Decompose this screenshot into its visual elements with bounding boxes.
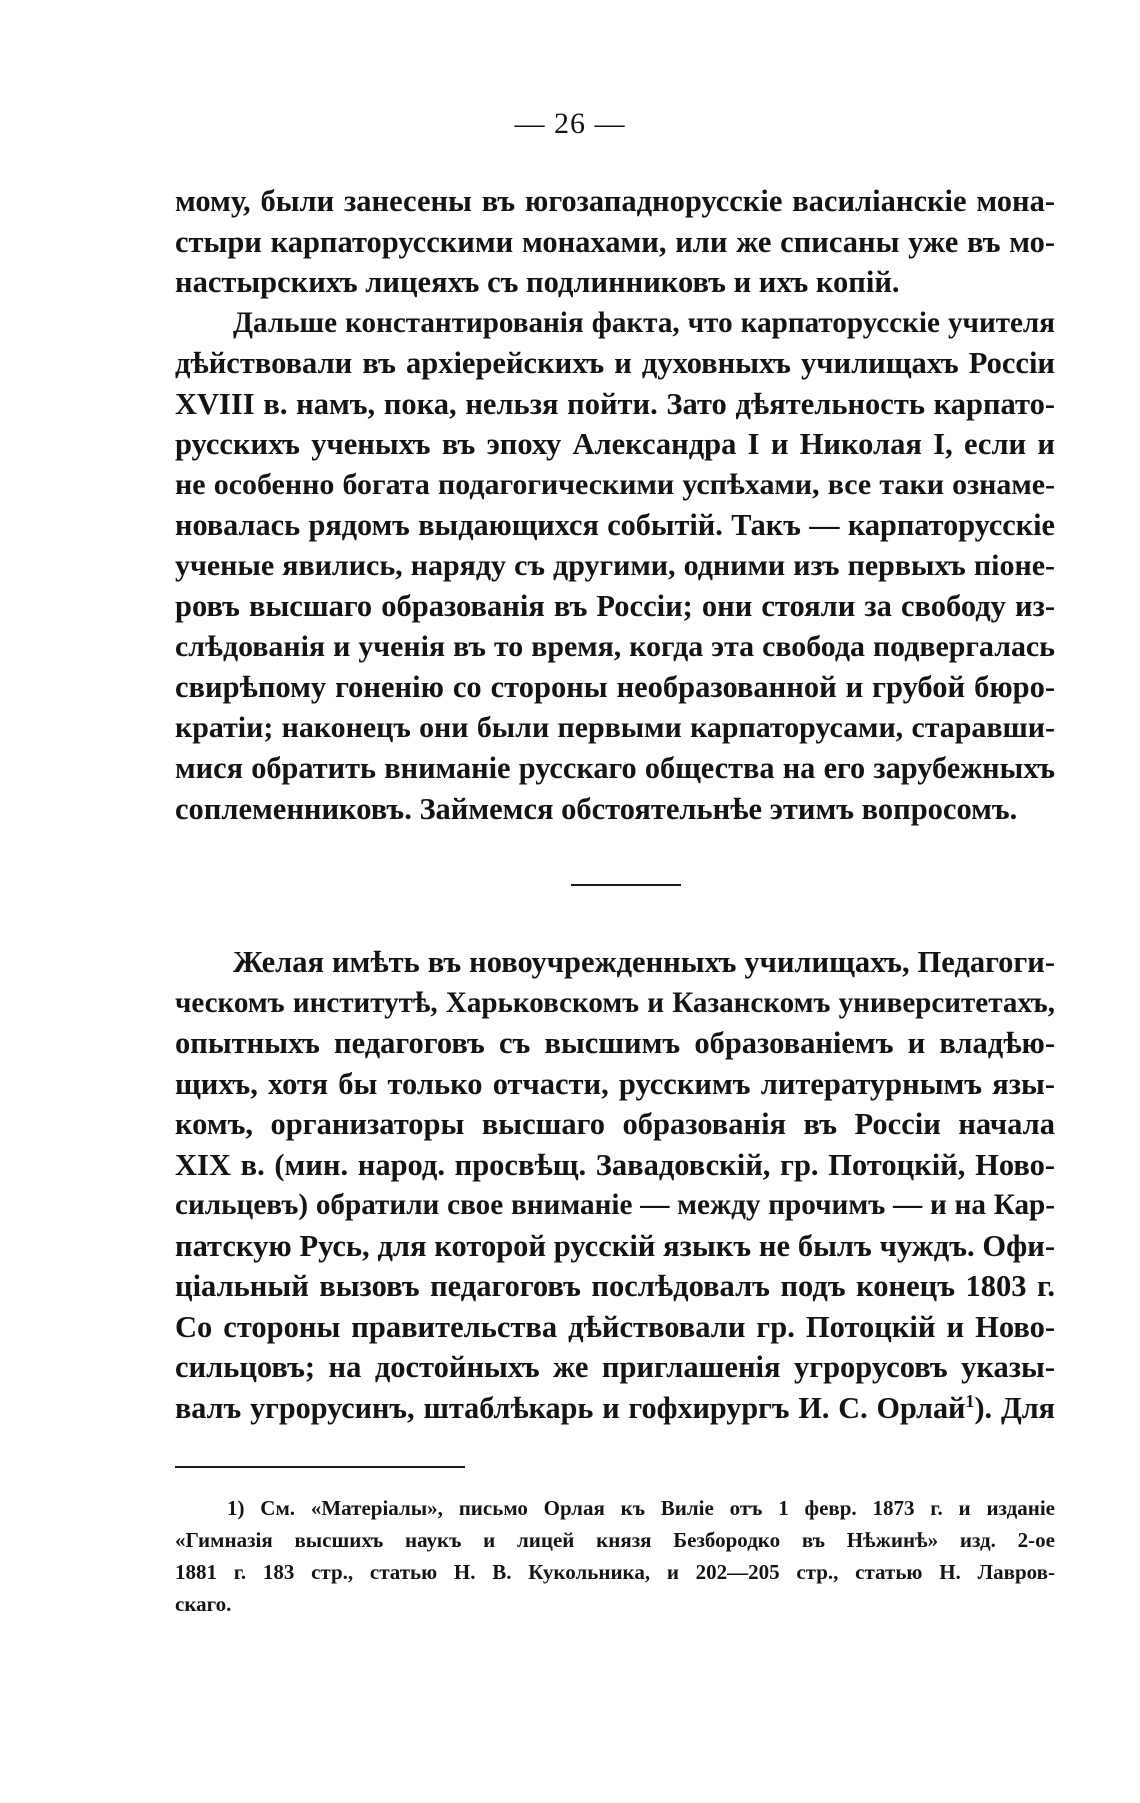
text-line: опытныхъ педагоговъ съ высшимъ образованіемъ и владѣю- (175, 1026, 1055, 1060)
text-line: Со стороны правительства дѣйствовали гр. Потоцкій и Ново- (175, 1309, 1055, 1344)
footnote-line: «Гимназія высшихъ наукъ и лицей князя Безбородко въ Нѣжинѣ» изд. 2-ое (175, 1528, 1055, 1552)
text-line: новалась рядомъ выдающихся событій. Такъ — карпаторусскіе (175, 508, 1055, 542)
text-line: Дальше константированія факта, что карпаторусскіе учителя (233, 306, 1055, 339)
text-line: не особенно богата подагогическими успѣхами, все таки ознаме- (175, 467, 1055, 501)
text-line: соплеменниковъ. Займемся обстоятельнѣе этимъ вопросомъ. (175, 791, 1018, 826)
footnotes (175, 1492, 1055, 1620)
text-line: стыри карпаторусскими монахами, или же списаны уже въ мо- (175, 224, 1055, 259)
text-line: ровъ высшаго образованія въ Россіи; они стояли за свободу из- (175, 589, 1055, 623)
text-line: ческомъ институтѣ, Харьковскомъ и Казанскомъ университетахъ, (175, 986, 1055, 1019)
page-number: — 26 — (514, 107, 626, 140)
section-separator (571, 884, 681, 886)
text-line: комъ, организаторы высшаго образованія въ Россіи начала (175, 1107, 1055, 1141)
footnote-line: 1) См. «Матеріалы», письмо Орлая къ Виліе отъ 1 февр. 1873 г. и изданіе (227, 1496, 1055, 1520)
text-fragment: валъ угрорусинъ, штаблѣкарь и гофхирургъ И. С. Орлай (175, 1390, 966, 1425)
paragraph-block-2 (175, 942, 1055, 1428)
text-line: настырскихъ лицеяхъ съ подлинниковъ и ихъ копій. (175, 265, 900, 299)
footnote-reference: 1 (965, 1390, 975, 1411)
text-line: сильцовъ; на достойныхъ же приглашенія угрорусовъ указы- (175, 1350, 1055, 1384)
footnote-line: скаго. (175, 1592, 232, 1616)
footnote-line: 1881 г. 183 стр., статью Н. В. Кукольника, и 202—205 стр., статью Н. Лавров- (175, 1560, 1055, 1584)
text-line: кратіи; наконецъ они были первыми карпаторусами, старавши- (175, 710, 1055, 744)
text-line: XVIII в. намъ, пока, нельзя пойти. Зато дѣятельность карпато- (175, 386, 1055, 421)
text-line: свирѣпому гоненію со стороны необразованной и грубой бюро- (175, 670, 1055, 704)
text-line: мися обратить вниманіе русскаго общества на его зарубежныхъ (175, 751, 1055, 785)
text-line: XIX в. (мин. народ. просвѣщ. Завадовскій, гр. Потоцкій, Ново- (175, 1147, 1055, 1182)
text-line: патскую Русь, для которой русскій языкъ не былъ чуждъ. Офи- (175, 1228, 1055, 1263)
text-line: сильцевъ) обратили свое вниманіе — между прочимъ — и на Кар- (175, 1189, 1055, 1221)
footnote-rule (175, 1466, 465, 1468)
text-line: мому, были занесены въ югозападнорусскіе василіанскіе мона- (175, 184, 1055, 218)
paragraph-block-1 (175, 181, 1055, 829)
text-line: слѣдованія и ученія въ то время, когда эта свобода подвергалась (175, 629, 1055, 663)
text-line: ученые явились, наряду съ другими, одними изъ первыхъ піоне- (175, 548, 1055, 582)
text-line: ціальный вызовъ педагоговъ послѣдовалъ подъ конецъ 1803 г. (175, 1269, 1055, 1303)
text-line: щихъ, хотя бы только отчасти, русскимъ литературнымъ язы- (175, 1066, 1055, 1101)
text-fragment: ). Для (974, 1390, 1055, 1425)
text-line: русскихъ ученыхъ въ эпоху Александра I и Николая I, если и (175, 427, 1055, 461)
text-line: Желая имѣть въ новоучрежденныхъ училищахъ, Педагоги- (233, 945, 1055, 979)
text-line-with-footnote (175, 1388, 1055, 1429)
text-line: дѣйствовали въ архіерейскихъ и духовныхъ училищахъ Россіи (175, 346, 1055, 380)
